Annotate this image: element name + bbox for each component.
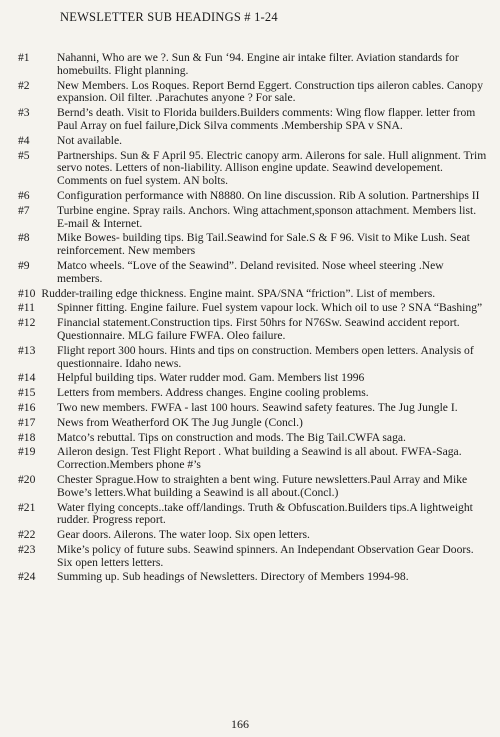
entry-number: #12 [18, 316, 36, 330]
entry-text: Flight report 300 hours. Hints and tips on construction. Members open letters. Analysis of questionnaire. Idaho news. [57, 343, 474, 370]
entry-number: #16 [18, 400, 36, 414]
list-item [0, 107, 500, 133]
entry-number: #19 [18, 445, 36, 459]
list-item [0, 302, 500, 315]
entry-number: #1 [18, 51, 30, 64]
entry-number: #11 [18, 301, 35, 315]
entry-text: Summing up. Sub headings of Newsletters. Directory of Members 1994-98. [57, 570, 409, 584]
entry-text: Partnerships. Sun & F April 95. Electric canopy arm. Ailerons for sale. Hull alignment. Trim servo notes. Letters of non-liability. Allison engine update. Seawind developement. Comments on fuel system. AN bolts. [57, 148, 487, 188]
list-item [0, 529, 500, 542]
entry-spacer [0, 584, 500, 586]
entry-text: Mike’s policy of future subs. Seawind spinners. An Independant Observation Gear Doors. Six open letters letters. [57, 542, 474, 569]
list-item [0, 474, 500, 500]
entry-number: #6 [18, 188, 30, 202]
entry-text: Turbine engine. Spray rails. Anchors. Wing attachment,sponson attachment. Members list. E-mail & Internet. [57, 203, 477, 230]
entry-number: #9 [18, 258, 30, 272]
entry-text: Letters from members. Address changes. Engine cooling problems. [57, 386, 369, 400]
list-item [0, 232, 500, 258]
entry-number: #2 [18, 78, 30, 92]
list-item [0, 372, 500, 385]
list-item [0, 135, 500, 148]
list-item [0, 544, 500, 570]
list-item [0, 432, 500, 445]
entry-number: #15 [18, 386, 36, 400]
list-item [0, 387, 500, 400]
entry-number: #21 [18, 500, 36, 514]
entry-text: New Members. Los Roques. Report Bernd Eggert. Construction tips aileron cables. Canopy expansion. Oil filter. .Parachutes anyone ? For sale. [57, 78, 483, 105]
list-item [0, 571, 500, 584]
list-item [0, 52, 500, 78]
entry-number: #4 [18, 133, 30, 147]
list-item [0, 80, 500, 106]
entry-number: #17 [18, 415, 36, 429]
entry-number: #24 [18, 570, 36, 584]
list-item [0, 260, 500, 286]
entry-text: Aileron design. Test Flight Report . What building a Seawind is all about. FWFA-Saga. Correction.Members phone #’s [57, 445, 462, 472]
list-item [0, 317, 500, 343]
list-item [0, 502, 500, 528]
entry-number: #20 [18, 472, 36, 486]
entry-text: Two new members. FWFA - last 100 hours. Seawind safety features. The Jug Jungle I. [57, 400, 458, 414]
entry-text: Helpful building tips. Water rudder mod. Gam. Members list 1996 [57, 371, 365, 385]
list-item [0, 288, 500, 301]
entries-list [0, 52, 500, 586]
entry-text: Chester Sprague.How to straighten a bent wing. Future newsletters.Paul Array and Mike Bowe’s letters.What building a Seawind is all about.(Concl.) [57, 472, 468, 499]
list-item [0, 402, 500, 415]
entry-number: #22 [18, 528, 36, 542]
entry-number: #13 [18, 343, 36, 357]
list-item [0, 417, 500, 430]
entry-number: #23 [18, 542, 36, 556]
entry-text: Water flying concepts..take off/landings. Truth & Obfuscation.Builders tips.A lightweight rudder. Progress report. [57, 500, 473, 527]
entry-text: Rudder-trailing edge thickness. Engine maint. SPA/SNA “friction”. List of members. [41, 286, 436, 300]
list-item [0, 150, 500, 188]
entry-number: #5 [18, 148, 30, 162]
entry-number: #8 [18, 231, 30, 245]
entry-text: Matco’s rebuttal. Tips on construction and mods. The Big Tail.CWFA saga. [57, 430, 406, 444]
list-item [0, 190, 500, 203]
entry-text: Spinner fitting. Engine failure. Fuel system vapour lock. Which oil to use ? SNA “Bashing” [57, 301, 483, 315]
entry-text: Nahanni, Who are we ?. Sun & Fun ‘94. Engine air intake filter. Aviation standards for homebuilts. Flight planning. [57, 51, 459, 77]
entry-number: #3 [18, 106, 30, 120]
list-item [0, 446, 500, 472]
entry-text: Configuration performance with N8880. On line discussion. Rib A solution. Partnerships II [57, 188, 480, 202]
entry-number: #14 [18, 371, 36, 385]
entry-text: Matco wheels. “Love of the Seawind”. Deland revisited. Nose wheel steering .New members. [57, 258, 444, 285]
entry-text: News from Weatherford OK The Jug Jungle (Concl.) [57, 415, 303, 429]
page-number: 166 [231, 717, 249, 731]
entry-number: #18 [18, 430, 36, 444]
page-title: NEWSLETTER SUB HEADINGS # 1-24 [60, 10, 278, 24]
entry-text: Not available. [57, 133, 123, 147]
list-item [0, 205, 500, 231]
entry-number: #10 [18, 286, 36, 300]
entry-text: Financial statement.Construction tips. First 50hrs for N76Sw. Seawind accident report. Questionnaire. MLG failure FWFA. Oleo failure. [57, 316, 460, 342]
entry-text: Gear doors. Ailerons. The water loop. Six open letters. [57, 528, 310, 542]
entry-text: Mike Bowes- building tips. Big Tail.Seawind for Sale.S & F 96. Visit to Mike Lush. Seat reinforcement. New members [57, 231, 470, 258]
entry-text: Bernd’s death. Visit to Florida builders.Builders comments: Wing flow flapper. letter from Paul Array on fuel failure,Dick Silva comments .Membership SPA v SNA. [57, 106, 476, 132]
entry-number: #7 [18, 203, 30, 217]
list-item [0, 345, 500, 371]
